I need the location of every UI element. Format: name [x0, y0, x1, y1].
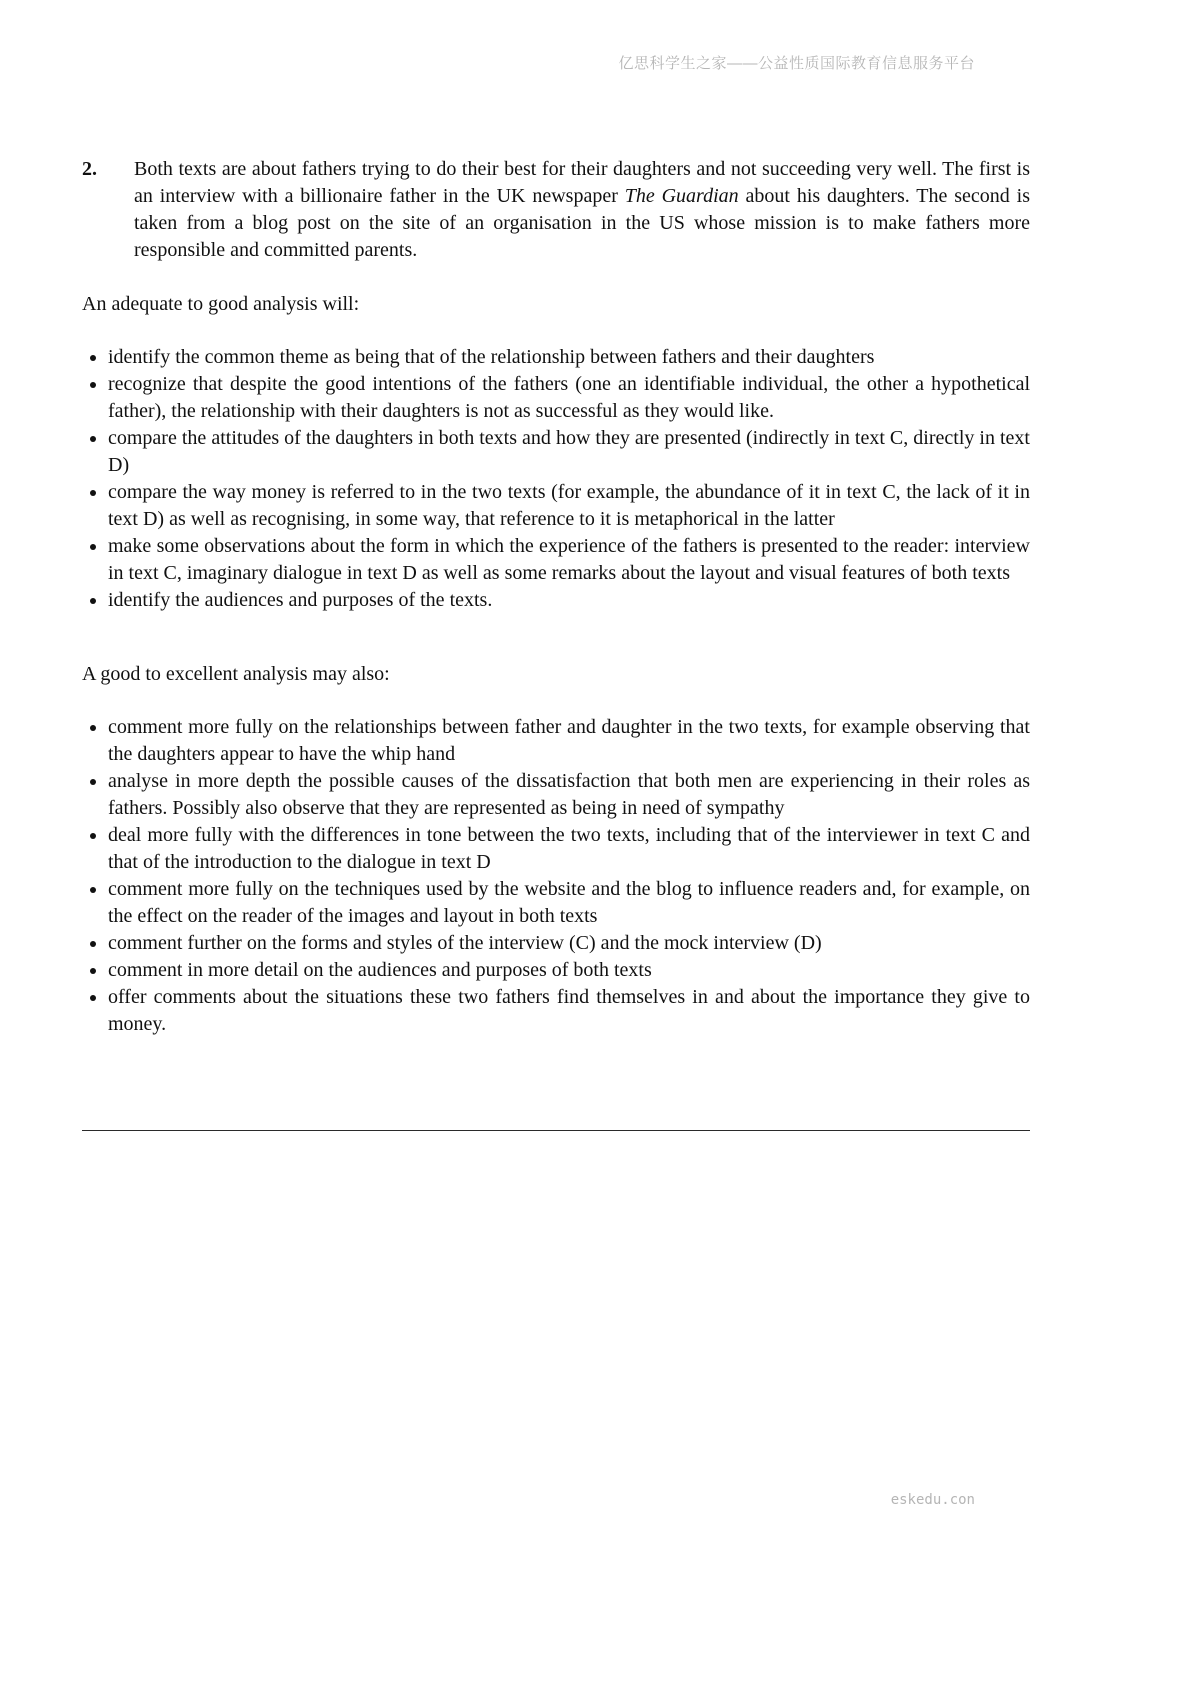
bottom-rule	[82, 1130, 1030, 1131]
question-intro-text-after: about his daughters. The second is taken from a blog post on the site of an organisation in the US whose mission is to make fathers more responsible and committed parents.	[134, 185, 1031, 261]
list-item: • comment further on the forms and styles of the interview (C) and the mock interview (D)	[108, 930, 1030, 957]
excellent-criteria-list	[82, 714, 1030, 1038]
header-watermark: 亿思科学生之家——公益性质国际教育信息服务平台	[618, 55, 975, 72]
list-item: • deal more fully with the differences in tone between the two texts, including that of the interviewer in text C and that of the introduction to the dialogue in text D	[108, 822, 1030, 876]
newspaper-title: The Guardian	[624, 185, 739, 207]
question-intro-text-before: Both texts are about fathers trying to do their best for their daughters and not succeeding very well. The first is an interview with a billionaire father in the UK newspaper	[134, 158, 1030, 207]
page-content	[82, 156, 1030, 1141]
list-item: • recognize that despite the good intentions of the fathers (one an identifiable individual, the other a hypothetical father), the relationship with their daughters is not as successful as they would like.	[108, 371, 1030, 425]
adequate-section-heading: An adequate to good analysis will:	[82, 293, 360, 315]
list-item: • compare the way money is referred to in the two texts (for example, the abundance of it in text C, the lack of it in text D) as well as recognising, in some way, that reference to it is metaphorical in the latter	[108, 479, 1030, 533]
list-item: • make some observations about the form in which the experience of the fathers is presented to the reader: interview in text C, imaginary dialogue in text D as well as some remarks about the layout and visual features of both texts	[108, 533, 1030, 587]
list-item: • comment more fully on the techniques used by the website and the blog to influence readers and, for example, on the effect on the reader of the images and layout in both texts	[108, 876, 1030, 930]
question-number: 2.	[82, 158, 97, 180]
excellent-section-heading: A good to excellent analysis may also:	[82, 663, 390, 685]
question-intro	[134, 156, 1030, 264]
list-item: • compare the attitudes of the daughters in both texts and how they are presented (indirectly in text C, directly in text D)	[108, 425, 1030, 479]
list-item: • comment more fully on the relationships between father and daughter in the two texts, for example observing that the daughters appear to have the whip hand	[108, 714, 1030, 768]
list-item: • identify the common theme as being that of the relationship between fathers and their daughters	[108, 344, 1030, 371]
list-item: • comment in more detail on the audiences and purposes of both texts	[108, 957, 1030, 984]
footer-watermark: eskedu.con	[890, 1492, 975, 1508]
question-block	[82, 156, 1030, 264]
list-item: • identify the audiences and purposes of the texts.	[108, 587, 1030, 614]
list-item: • analyse in more depth the possible causes of the dissatisfaction that both men are experiencing in their roles as fathers. Possibly also observe that they are represented as being in need of sympathy	[108, 768, 1030, 822]
list-item: • offer comments about the situations these two fathers find themselves in and about the importance they give to money.	[108, 984, 1030, 1038]
adequate-criteria-list	[82, 344, 1030, 614]
